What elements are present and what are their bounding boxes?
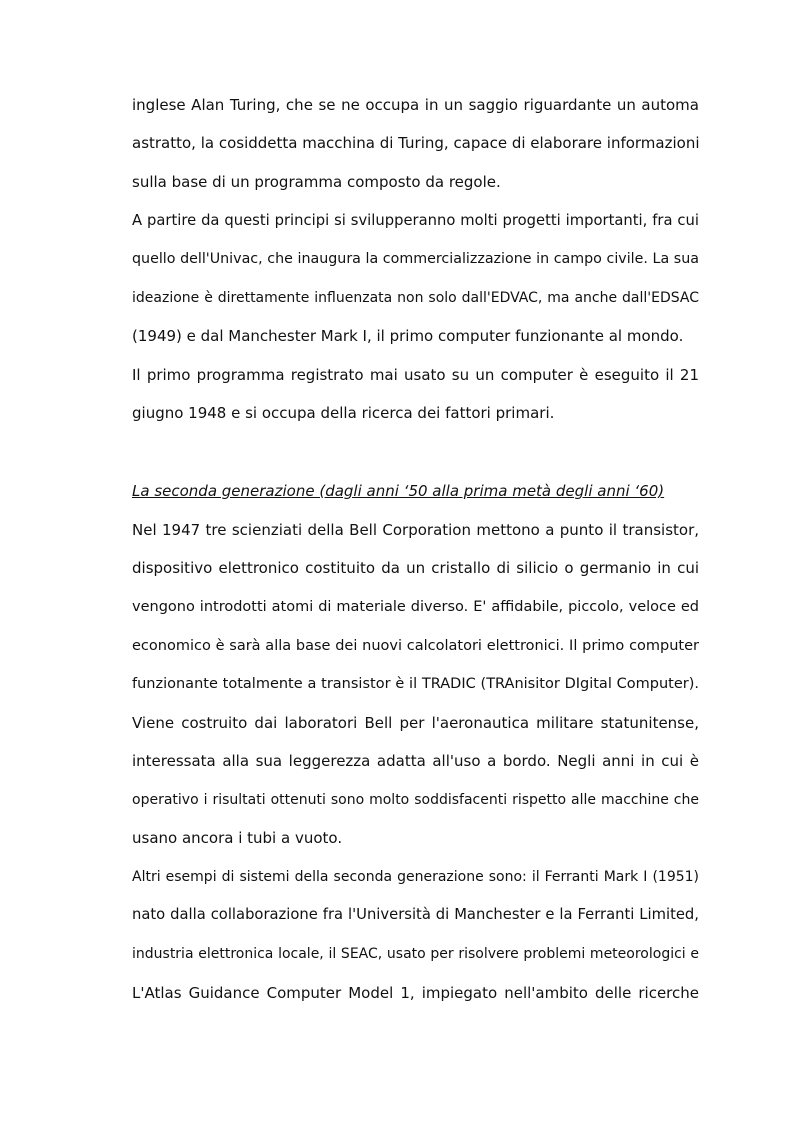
- text-line: economico è sarà alla base dei nuovi calcolatori elettronici. Il primo computer: [132, 638, 699, 654]
- text-line: industria elettronica locale, il SEAC, usato per risolvere problemi meteorologici e: [132, 946, 699, 962]
- text-line: nato dalla collaborazione fra l'Università di Manchester e la Ferranti Limited,: [132, 906, 699, 923]
- section-heading: La seconda generazione (dagli anni ‘50 alla prima metà degli anni ‘60): [132, 482, 665, 500]
- text-line: ideazione è direttamente influenzata non solo dall'EDVAC, ma anche dall'EDSAC: [132, 290, 699, 306]
- text-line: sulla base di un programma composto da regole.: [132, 173, 501, 191]
- text-line: A partire da questi principi si svilupperanno molti progetti importanti, fra cui: [132, 212, 699, 229]
- text-line: inglese Alan Turing, che se ne occupa in un saggio riguardante un automa: [132, 96, 699, 114]
- text-line: dispositivo elettronico costituito da un cristallo di silicio o germanio in cui: [132, 559, 699, 577]
- text-line: interessata alla sua leggerezza adatta all'uso a bordo. Negli anni in cui è: [132, 752, 699, 770]
- text-line: quello dell'Univac, che inaugura la commercializzazione in campo civile. La sua: [132, 251, 699, 267]
- text-line: giugno 1948 e si occupa della ricerca dei fattori primari.: [132, 404, 555, 422]
- text-line: L'Atlas Guidance Computer Model 1, impiegato nell'ambito delle ricerche: [132, 984, 699, 1002]
- text-line: Altri esempi di sistemi della seconda generazione sono: il Ferranti Mark I (1951): [132, 869, 699, 885]
- text-line: Il primo programma registrato mai usato su un computer è eseguito il 21: [132, 366, 699, 384]
- text-line: (1949) e dal Manchester Mark I, il primo computer funzionante al mondo.: [132, 327, 684, 345]
- text-line: usano ancora i tubi a vuoto.: [132, 829, 343, 847]
- text-line: Viene costruito dai laboratori Bell per l'aeronautica militare statunitense,: [132, 714, 699, 732]
- text-line: astratto, la cosiddetta macchina di Turing, capace di elaborare informazioni: [132, 134, 700, 152]
- text-line: funzionante totalmente a transistor è il TRADIC (TRAnisitor DIgital Computer).: [132, 676, 699, 692]
- text-line: vengono introdotti atomi di materiale diverso. E' affidabile, piccolo, veloce ed: [132, 599, 699, 615]
- text-line: operativo i risultati ottenuti sono molto soddisfacenti rispetto alle macchine che: [132, 792, 699, 808]
- text-line: Nel 1947 tre scienziati della Bell Corporation mettono a punto il transistor,: [132, 521, 699, 539]
